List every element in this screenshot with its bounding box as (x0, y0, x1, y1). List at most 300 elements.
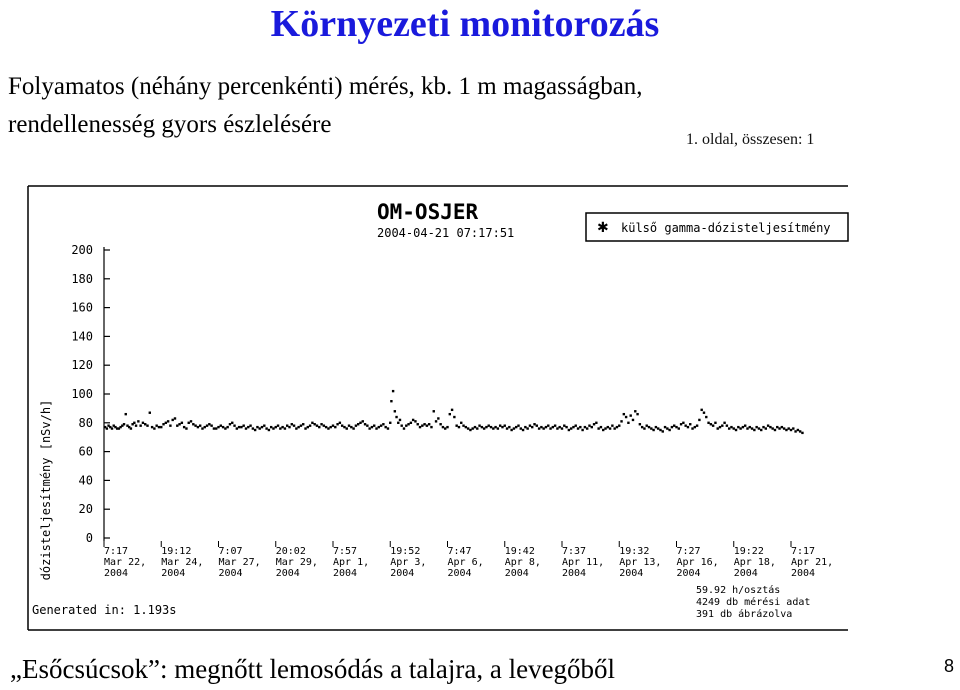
data-point (561, 427, 563, 429)
y-tick-label: 180 (71, 271, 93, 286)
data-point (641, 426, 643, 428)
x-tick-label: 2004 (275, 568, 300, 579)
data-point (215, 427, 217, 429)
data-point (220, 424, 222, 426)
data-point (401, 424, 403, 426)
data-point (529, 424, 531, 426)
data-point (785, 429, 787, 431)
y-tick-label: 0 (85, 531, 93, 545)
data-point (613, 427, 615, 429)
data-point (513, 427, 515, 429)
data-point (307, 426, 309, 428)
data-point (449, 413, 451, 415)
data-point (634, 410, 636, 412)
data-point (291, 423, 293, 425)
data-point (497, 427, 499, 429)
data-point (378, 426, 380, 428)
data-point (346, 427, 348, 429)
data-point (231, 422, 233, 424)
data-point (630, 414, 632, 416)
data-point (728, 427, 730, 429)
data-point (799, 430, 801, 432)
data-point (595, 422, 597, 424)
x-tick-label: Mar 22, (104, 557, 147, 568)
x-tick-label: 7:37 (562, 546, 587, 557)
data-point (233, 424, 235, 426)
data-point (199, 424, 201, 426)
data-point (387, 427, 389, 429)
x-tick-label: 2004 (619, 568, 644, 579)
data-point (151, 426, 153, 428)
data-point (778, 427, 780, 429)
data-point (316, 424, 318, 426)
data-point (174, 417, 176, 419)
data-point (620, 420, 622, 422)
data-point (735, 429, 737, 431)
x-tick-label: 19:42 (504, 546, 535, 557)
data-point (556, 427, 558, 429)
data-point (584, 426, 586, 428)
data-point (238, 426, 240, 428)
data-point (185, 427, 187, 429)
data-point (545, 426, 547, 428)
x-tick-label: Mar 29, (275, 557, 318, 568)
x-tick-label: 7:57 (333, 546, 358, 557)
data-point (698, 419, 700, 421)
data-point (769, 426, 771, 428)
x-tick-label: 19:22 (733, 546, 764, 557)
x-tick-label: 2004 (504, 568, 529, 579)
x-tick-label: Apr 1, (333, 557, 370, 568)
data-point (421, 424, 423, 426)
data-point (753, 429, 755, 431)
data-point (111, 427, 113, 429)
data-point (213, 427, 215, 429)
data-point (359, 422, 361, 424)
data-point (375, 427, 377, 429)
x-tick-label: 7:07 (218, 546, 243, 557)
x-tick-label: 2004 (562, 568, 587, 579)
data-point (522, 429, 524, 431)
data-point (515, 426, 517, 428)
data-point (616, 426, 618, 428)
data-point (476, 427, 478, 429)
data-point (106, 427, 108, 429)
x-tick-label: Mar 27, (218, 557, 261, 568)
subtitle-line-1: Folyamatos (néhány percenkénti) mérés, kb. 1 m magasságban, (8, 73, 643, 100)
data-point (446, 426, 448, 428)
data-point (419, 426, 421, 428)
data-point (781, 426, 783, 428)
slide-title: Környezeti monitorozás (270, 3, 660, 45)
data-point (765, 427, 767, 429)
data-point (399, 419, 401, 421)
data-point (380, 424, 382, 426)
data-point (625, 416, 627, 418)
data-point (526, 427, 528, 429)
data-point (533, 423, 535, 425)
data-point (572, 426, 574, 428)
data-point (730, 426, 732, 428)
data-point (604, 427, 606, 429)
data-point (570, 427, 572, 429)
data-point (190, 420, 192, 422)
data-point (671, 426, 673, 428)
data-point (678, 427, 680, 429)
data-point (433, 410, 435, 412)
data-point (538, 427, 540, 429)
data-point (397, 422, 399, 424)
data-point (249, 424, 251, 426)
data-point (783, 427, 785, 429)
data-point (384, 426, 386, 428)
data-point (469, 429, 471, 431)
data-point (395, 416, 397, 418)
data-point (687, 426, 689, 428)
data-point (288, 426, 290, 428)
data-point (332, 424, 334, 426)
data-point (382, 423, 384, 425)
data-point (392, 390, 394, 392)
data-point (611, 424, 613, 426)
page-indicator: 1. oldal, összesen: 1 (686, 131, 815, 148)
data-point (229, 423, 231, 425)
data-point (341, 424, 343, 426)
data-point (565, 426, 567, 428)
x-tick-label: 20:02 (275, 546, 306, 557)
data-point (304, 427, 306, 429)
data-point (158, 426, 160, 428)
data-point (648, 426, 650, 428)
data-point (691, 427, 693, 429)
data-point (188, 422, 190, 424)
data-point (176, 424, 178, 426)
data-point (714, 422, 716, 424)
data-point (405, 424, 407, 426)
data-point (597, 427, 599, 429)
data-point (442, 426, 444, 428)
data-point (664, 426, 666, 428)
data-point (389, 422, 391, 424)
data-point (675, 426, 677, 428)
data-point (462, 424, 464, 426)
legend-label: külső gamma-dózisteljesítmény (621, 221, 831, 235)
data-point (510, 429, 512, 431)
x-tick-label: 2004 (104, 568, 129, 579)
data-point (790, 429, 792, 431)
data-point (710, 423, 712, 425)
data-point (657, 427, 659, 429)
x-tick-label: 2004 (333, 568, 358, 579)
x-tick-label: 2004 (447, 568, 472, 579)
data-point (751, 427, 753, 429)
data-point (403, 427, 405, 429)
data-point (581, 429, 583, 431)
data-point (259, 427, 261, 429)
data-point (696, 424, 698, 426)
data-point (453, 416, 455, 418)
data-point (694, 426, 696, 428)
x-tick-label: 19:32 (619, 546, 650, 557)
data-point (320, 423, 322, 425)
subtitle-line-2: rendellenesség gyors észlelésére (8, 111, 332, 138)
data-point (330, 426, 332, 428)
data-point (149, 412, 151, 414)
data-point (293, 424, 295, 426)
data-point (352, 427, 354, 429)
stat-hours-per-division: 59.92 h/osztás (696, 585, 781, 596)
data-point (242, 424, 244, 426)
data-point (652, 429, 654, 431)
chart-timestamp: 2004-04-21 07:17:51 (377, 226, 515, 240)
data-point (334, 426, 336, 428)
data-point (153, 427, 155, 429)
data-point (142, 422, 144, 424)
x-tick-label: Apr 18, (733, 557, 776, 568)
x-tick-label: 19:12 (161, 546, 192, 557)
data-point (602, 429, 604, 431)
data-point (208, 423, 210, 425)
x-tick-label: Mar 24, (161, 557, 204, 568)
data-point (272, 427, 274, 429)
data-point (160, 426, 162, 428)
data-point (536, 424, 538, 426)
data-point (423, 423, 425, 425)
data-point (618, 424, 620, 426)
data-point (742, 426, 744, 428)
data-point (137, 420, 139, 422)
data-point (135, 424, 137, 426)
x-tick-label: 2004 (218, 568, 243, 579)
data-point (410, 422, 412, 424)
y-tick-label: 80 (78, 415, 93, 430)
data-point (297, 426, 299, 428)
data-point (471, 427, 473, 429)
data-point (327, 427, 329, 429)
data-point (318, 426, 320, 428)
data-point (192, 423, 194, 425)
data-point (252, 427, 254, 429)
data-point (504, 424, 506, 426)
data-point (390, 400, 392, 402)
data-point (703, 412, 705, 414)
data-point (579, 426, 581, 428)
x-tick-label: 7:47 (447, 546, 472, 557)
data-point (559, 426, 561, 428)
data-point (417, 423, 419, 425)
data-point (451, 409, 453, 411)
data-point (407, 423, 409, 425)
data-point (130, 427, 132, 429)
data-point (650, 427, 652, 429)
x-tick-label: 19:52 (390, 546, 421, 557)
data-point (311, 422, 313, 424)
x-tick-label: 2004 (676, 568, 701, 579)
stat-plotted-count: 391 db ábrázolva (696, 609, 793, 620)
data-point (481, 426, 483, 428)
data-point (224, 427, 226, 429)
data-point (240, 426, 242, 428)
data-point (155, 424, 157, 426)
data-point (430, 426, 432, 428)
data-point (336, 423, 338, 425)
data-point (520, 427, 522, 429)
data-point (707, 422, 709, 424)
data-point (194, 424, 196, 426)
data-point (508, 426, 510, 428)
data-point (659, 429, 661, 431)
y-tick-label: 160 (71, 300, 93, 315)
data-point (474, 426, 476, 428)
data-point (639, 423, 641, 425)
data-point (774, 429, 776, 431)
data-point (762, 426, 764, 428)
data-point (744, 424, 746, 426)
slide-subtitle (8, 68, 643, 144)
data-point (554, 424, 556, 426)
data-point (183, 426, 185, 428)
data-point (261, 426, 263, 428)
data-point (684, 424, 686, 426)
data-point (206, 424, 208, 426)
y-tick-label: 200 (71, 243, 93, 257)
data-point (295, 427, 297, 429)
data-point (733, 427, 735, 429)
legend-marker-icon: ✱ (597, 220, 609, 236)
data-point (460, 422, 462, 424)
data-point (771, 427, 773, 429)
x-tick-label: Apr 11, (562, 557, 605, 568)
data-point (646, 424, 648, 426)
data-point (586, 427, 588, 429)
generated-in-note: Generated in: 1.193s (32, 603, 177, 617)
y-axis-label: dózisteljesítmény [nSv/h] (39, 399, 53, 581)
data-point (281, 426, 283, 428)
data-point (705, 416, 707, 418)
data-point (169, 424, 171, 426)
x-tick-label: 2004 (791, 568, 816, 579)
data-point (723, 422, 725, 424)
data-point (737, 426, 739, 428)
data-point (788, 427, 790, 429)
x-tick-label: Apr 3, (390, 557, 427, 568)
data-point (607, 426, 609, 428)
x-tick-label: Apr 13, (619, 557, 662, 568)
data-point (575, 424, 577, 426)
data-point (755, 426, 757, 428)
x-tick-label: 2004 (161, 568, 186, 579)
y-tick-label: 20 (78, 502, 93, 517)
footer-caption: „Esőcsúcsok”: megnőtt lemosódás a talajra, a levegőből (10, 654, 616, 684)
data-point (123, 423, 125, 425)
station-name: OM-OSJER (377, 200, 479, 224)
data-point (717, 427, 719, 429)
data-point (394, 410, 396, 412)
x-tick-label: Apr 6, (447, 557, 484, 568)
data-point (270, 426, 272, 428)
data-point (673, 424, 675, 426)
data-point (719, 426, 721, 428)
slide-number: 8 (944, 656, 955, 676)
x-tick-label: Apr 16, (676, 557, 719, 568)
data-point (265, 427, 267, 429)
x-tick-label: Apr 8, (504, 557, 541, 568)
data-point (254, 429, 256, 431)
data-point (172, 419, 174, 421)
data-point (776, 426, 778, 428)
data-point (435, 420, 437, 422)
data-point (368, 427, 370, 429)
data-point (682, 422, 684, 424)
data-point (343, 426, 345, 428)
data-point (146, 424, 148, 426)
data-point (371, 426, 373, 428)
data-point (236, 427, 238, 429)
data-point (412, 419, 414, 421)
data-point (488, 424, 490, 426)
data-point (689, 423, 691, 425)
data-point (300, 424, 302, 426)
data-point (125, 413, 127, 415)
data-point (426, 424, 428, 426)
data-point (355, 424, 357, 426)
data-point (268, 429, 270, 431)
data-point (726, 424, 728, 426)
data-point (217, 426, 219, 428)
x-tick-label: 7:17 (791, 546, 816, 557)
data-point (162, 423, 164, 425)
y-tick-label: 140 (71, 329, 93, 344)
data-point (485, 426, 487, 428)
data-point (204, 426, 206, 428)
x-tick-label: Apr 21, (791, 557, 834, 568)
data-point (758, 427, 760, 429)
data-point (700, 409, 702, 411)
data-point (501, 426, 503, 428)
data-point (439, 423, 441, 425)
data-point (414, 420, 416, 422)
data-point (588, 424, 590, 426)
data-point (792, 427, 794, 429)
data-point (263, 424, 265, 426)
y-tick-label: 40 (78, 473, 93, 488)
data-point (373, 424, 375, 426)
data-point (492, 427, 494, 429)
data-point (623, 413, 625, 415)
data-point (364, 423, 366, 425)
data-point (767, 424, 769, 426)
data-point (760, 429, 762, 431)
data-point (662, 430, 664, 432)
data-point (222, 426, 224, 428)
y-tick-label: 120 (71, 358, 93, 373)
data-point (478, 424, 480, 426)
y-tick-label: 100 (71, 387, 93, 401)
data-point (668, 429, 670, 431)
data-point (712, 424, 714, 426)
data-point (458, 426, 460, 428)
data-point (210, 424, 212, 426)
data-point (568, 429, 570, 431)
data-point (577, 427, 579, 429)
data-point (600, 426, 602, 428)
data-point (139, 424, 141, 426)
x-tick-label: 7:17 (104, 546, 129, 557)
data-point (465, 426, 467, 428)
data-point (517, 424, 519, 426)
data-point (197, 426, 199, 428)
data-point (632, 419, 634, 421)
